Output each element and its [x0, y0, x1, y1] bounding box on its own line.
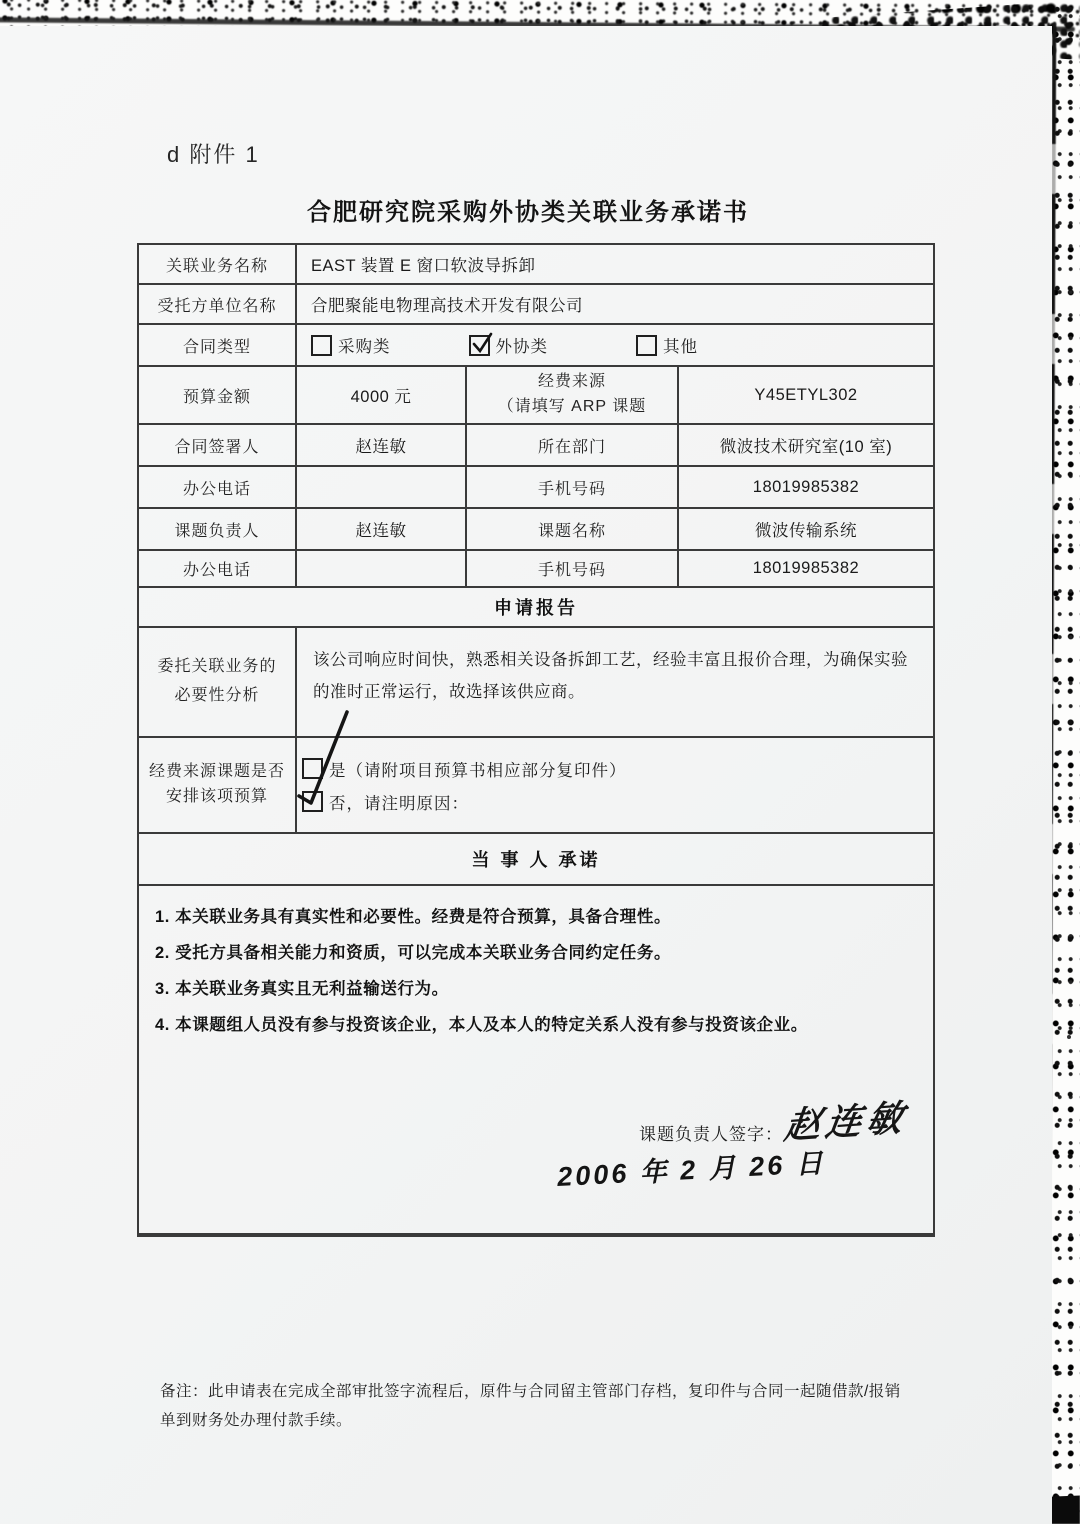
row-application-header — [139, 588, 933, 628]
row-pi — [139, 509, 933, 551]
yes-option-label: 是（请附项目预算书相应部分复印件） — [329, 761, 627, 780]
signature-label: 课题负责人签字： — [639, 1125, 783, 1144]
row-commitment-header — [139, 834, 933, 886]
funding-source-label-line2: （请填写 ARP 课题 — [497, 398, 647, 415]
office-phone-2-value — [297, 551, 467, 586]
funding-source-value: Y45ETYL302 — [754, 385, 858, 404]
yes-option — [302, 757, 627, 781]
budget-arranged-label-line2: 安排该项预算 — [165, 788, 268, 805]
commitment-item-1: 1. 本关联业务具有真实性和必要性。经费是符合预算，具备合理性。 — [155, 908, 672, 926]
form-title: 合肥研究院采购外协类关联业务承诺书 — [307, 199, 749, 226]
option-other-label: 其他 — [663, 338, 698, 356]
funding-source-label — [467, 367, 679, 423]
row-office-phone-2 — [139, 551, 933, 588]
trustee-label: 受托方单位名称 — [139, 285, 297, 323]
signature-line — [639, 1094, 911, 1147]
necessity-label: 委托关联业务的必要性分析 — [139, 628, 297, 736]
row-business-name — [139, 245, 933, 285]
budget-value: 4000 元 — [297, 367, 467, 423]
dept-label: 所在部门 — [467, 425, 679, 465]
option-outsourcing — [469, 333, 549, 357]
budget-arranged-options — [297, 738, 933, 832]
office-phone-1-value — [297, 467, 467, 507]
checkbox-no — [302, 791, 323, 812]
mobile-1-label: 手机号码 — [467, 467, 679, 507]
signer-value: 赵连敏 — [297, 425, 467, 465]
footer-note: 备注：此申请表在完成全部审批签字流程后，原件与合同留主管部门存档，复印件与合同一起随借款/报销单到财务处办理付款手续。 — [160, 1383, 901, 1429]
option-outsourcing-label: 外协类 — [495, 338, 548, 356]
no-option-label: 否，请注明原因： — [329, 794, 469, 813]
budget-arranged-label-line1: 经费来源课题是否 — [148, 763, 285, 781]
necessity-text: 该公司响应时间快，熟悉相关设备拆卸工艺，经验丰富且报价合理，为确保实验的准时正常运行，故选择该供应商。 — [313, 651, 908, 702]
commitment-item-3: 3. 本关联业务真实且无利益输送行为。 — [155, 979, 449, 998]
commitment-item-2: 2. 受托方具备相关能力和资质，可以完成本关联业务合同约定任务。 — [155, 943, 672, 962]
row-necessity — [139, 628, 933, 738]
dept-value: 微波技术研究室(10 室) — [719, 438, 893, 456]
signer-label: 合同签署人 — [139, 425, 297, 465]
row-signer — [139, 425, 933, 467]
pi-label: 课题负责人 — [139, 509, 297, 549]
form-table — [137, 243, 935, 1237]
business-name-label: 关联业务名称 — [139, 245, 297, 283]
project-name-label: 课题名称 — [467, 509, 679, 549]
checkbox-purchase — [311, 335, 332, 356]
row-budget-arranged — [139, 738, 933, 834]
signature-handwritten-date: 2006 年 2 月 26 日 — [556, 1147, 827, 1193]
mobile-2-label: 手机号码 — [467, 551, 679, 586]
option-purchase-label: 采购类 — [338, 338, 391, 356]
checkbox-other — [636, 335, 657, 356]
scan-noise-right — [1052, 0, 1080, 1524]
commitment-header: 当 事 人 承诺 — [471, 850, 601, 870]
attachment-label: d 附件 1 — [167, 142, 260, 167]
budget-label: 预算金额 — [139, 367, 297, 423]
office-phone-2-label: 办公电话 — [139, 551, 297, 586]
project-name-value: 微波传输系统 — [755, 522, 857, 540]
trustee-value: 合肥聚能电物理高技术开发有限公司 — [311, 297, 583, 315]
commitments-cell — [139, 886, 933, 1233]
document-page — [0, 26, 1052, 1524]
option-purchase — [311, 333, 391, 357]
funding-source-label-line1: 经费来源 — [537, 373, 606, 391]
checkbox-outsourcing — [469, 335, 490, 356]
mobile-1-value: 18019985382 — [752, 477, 860, 496]
ink-speck — [1067, 1035, 1071, 1039]
contract-type-options — [297, 325, 933, 365]
checkmark-icon — [469, 331, 495, 357]
contract-type-label: 合同类型 — [139, 325, 297, 365]
row-office-phone-1 — [139, 467, 933, 509]
business-name-value: EAST 装置 E 窗口软波导拆卸 — [311, 257, 536, 275]
budget-arranged-label — [139, 738, 297, 832]
application-report-header: 申请报告 — [494, 598, 578, 618]
row-budget — [139, 367, 933, 425]
signature-handwritten-name: 赵连敏 — [781, 1096, 911, 1147]
checkbox-yes — [302, 758, 323, 779]
option-other — [636, 333, 698, 357]
row-trustee — [139, 285, 933, 325]
commitment-item-4: 4. 本课题组人员没有参与投资该企业，本人及本人的特定关系人没有参与投资该企业。 — [155, 1015, 808, 1034]
pi-value: 赵连敏 — [297, 509, 467, 549]
row-contract-type — [139, 325, 933, 367]
no-option — [302, 790, 469, 814]
mobile-2-value: 18019985382 — [752, 559, 860, 577]
row-commitments — [139, 886, 933, 1235]
office-phone-1-label: 办公电话 — [139, 467, 297, 507]
